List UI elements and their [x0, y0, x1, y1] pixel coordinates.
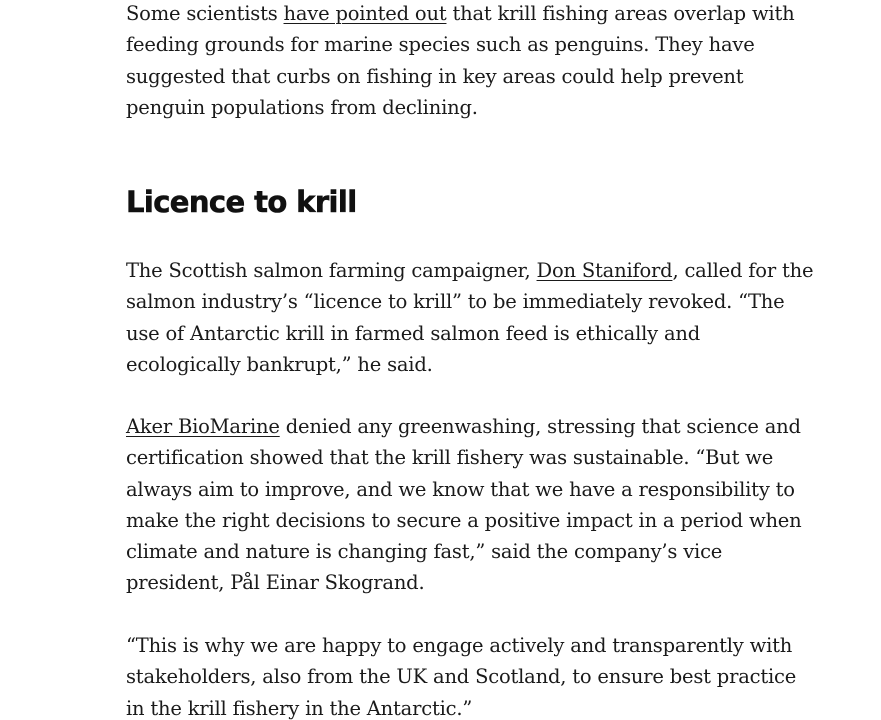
paragraph-text: “This is why we are happy to engage actively and transparently with stakeholders, also from the UK and Scotland, to ensure best practice in the krill fishery in the Antarctic.” [126, 634, 797, 720]
paragraph-text: denied any greenwashing, stressing that science and certification showed that the krill fishery was sustainable. “But we always aim to improve, and we know that we have a responsibility to make the right decisions to secure a positive impact in a period when climate and nature is changing fast,” said the company’s vice president, Pål Einar Skogrand. [126, 415, 802, 595]
paragraph-text: The Scottish salmon farming campaigner, [126, 259, 537, 282]
paragraph-text: , called for the salmon industry’s “licence to krill” to be immediately revoked. “The use of Antarctic krill in farmed salmon feed is ethically and ecologically bankrupt,” he said. [126, 259, 814, 376]
paragraph-text: that krill fishing areas overlap with feeding grounds for marine species such as penguins. They have suggested that curbs on fishing in key areas could help prevent penguin populations from declining. [126, 2, 795, 119]
don-staniford-link[interactable]: Don Staniford [536, 259, 673, 282]
paragraph-text: Some scientists [126, 2, 284, 25]
paragraph-penguins [126, 0, 816, 123]
have-pointed-out-link[interactable]: have pointed out [283, 2, 447, 25]
section-heading: Licence to krill [126, 185, 357, 219]
paragraph-quote [126, 630, 816, 720]
aker-biomarine-link[interactable]: Aker BioMarine [126, 415, 280, 438]
paragraph-aker-biomarine [126, 411, 816, 599]
article-body [126, 0, 816, 720]
paragraph-staniford [126, 255, 816, 380]
